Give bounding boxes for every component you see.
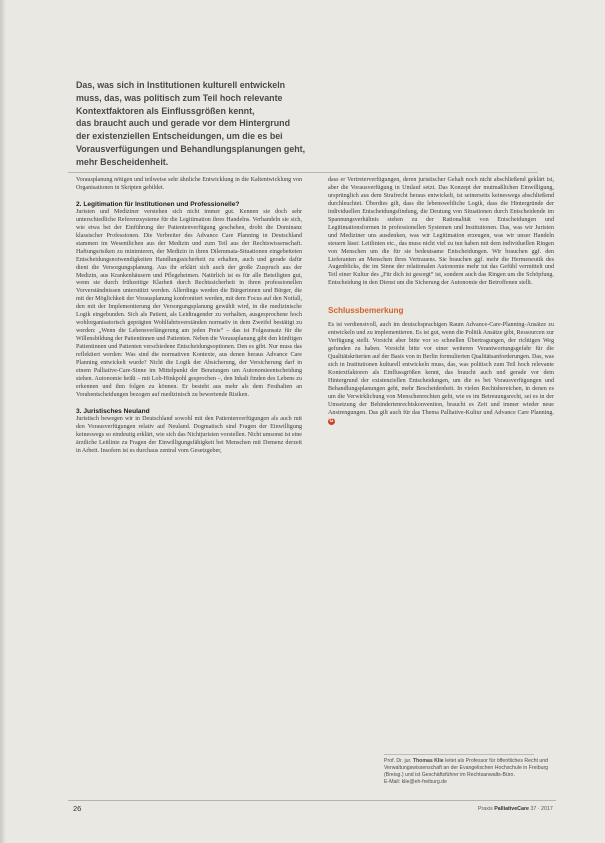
author-email[interactable]: E-Mail: klie@eh-freiburg.de xyxy=(384,779,447,785)
journal-prefix: Praxis xyxy=(478,806,493,812)
section-3-text: Juristisch bewegen wir in Deutschland sowohl mit den Patientenverfügungen als auch mit den Vorausverfügungen relativ auf Neuland. Dogmatisch sind Fragen der Einwilligung keineswegs so eindeutig erklärt, wie sich das Nichtjuristen vorstellen. Nicht umsonst ist eine ärztliche Leitlinie zu Fragen der Einwilligungsfähigkeit bei Menschen mit Demenz derzeit in Arbeit. Insofern ist es durchaus zentral vom Gesetzgeber, xyxy=(76,415,302,454)
scan-edge-shadow xyxy=(0,0,6,843)
footer-divider xyxy=(68,800,556,801)
author-info xyxy=(384,758,552,786)
conclusion-heading: Schlussbemerkung xyxy=(328,306,404,316)
journal-issue: 37 · 2017 xyxy=(530,806,553,812)
journal-footer xyxy=(478,806,553,812)
journal-name: PalliativeCare xyxy=(494,806,529,812)
section-3-heading: 3. Juristisches Neuland xyxy=(76,407,150,415)
author-name: Thomas Klie xyxy=(412,758,444,764)
author-bio: leitet als Professor für öffentliches Recht und Verwaltungswissenschaft an der Evangelischen Hochschule in Freiburg (Breisg.) und ist Geschäftsführer im Rechtsanwalts-Büro. xyxy=(384,758,549,778)
section-2-text: Juristen und Mediziner verstehen sich nicht immer gut. Kennen sie doch sehr unterschiedliche Referenzsysteme für die Legitimation ihres Handelns. Verhandeln sie sich, wie etwa bei der Einführung der Patientenverfügung geschehen, droht die Dominanz klassischer Professionen. Die Verbreiter des Advance Care Planning in Deutschland stammen im Wesentlichen aus der Medizin und zum Teil aus der Rechtswissenschaft. Haftungsrisiken zu minimieren, der Medizin in ihren Dilemmata-Situationen eingebetteten Entscheidungsnotwendigkeiten Handlungssicherheit zu erhalten, auch und gerade dafür dient die Versorgungsplanung. Aus ihr erklärt sich auch der große Zuspruch aus der Medizin, aus Krankenhäusern und Pflegeheimen. Natürlich ist es für alle Beteiligten gut, wenn sie durch frühzeitige Klarheit durch Rechtssicherheit in ihren professionellen Vorverständnissen unterstützt werden. Allerdings werden die Bürgerinnen und Bürger, die mit der Möglichkeit der Vorausplanung konfrontiert werden, mit dem Focus auf den Notfall, den mit der Implementierung der Versorgungsplanung gewählt wird, in die medizinische Logik eingebunden. Sich als Patient, als Leidtragender zu verhalten, ausgesprochene hoch wohlorganisatorisch geprägten Wohlfahrtsverständen normativ in dem Zweifel bestätigt zu werden: „Wenn die Lebensverlängerung am jeden Preis“ – das ist Folgeansatz für die Willensbildung der Patientinnen und Patienten. Neben die Vorausplanung gibt den künftigen Patientinnen und Patienten verschiedene Entscheidungsoptionen. Den es gibt. Nur muss das reflektiert werden: Was sind die normativen Kontexte, aus denen heraus Advance Care Planning entwickelt wurde? Nicht die Logik der Absicherung, der Versicherung darf in einem Palliative-Care-Sinne im Mittelpunkt der Beratungen um Autonomieentscheidung stehen. Autonomie heißt – mit Lob-Hinkpohl gesprochen –, den Inhalt finden des Lebens zu erkennen und ihm folgen zu können. Er besteht aus mehr als dem Festhalten an Vorabentscheidungen bezogen auf medizinisch zu bewertende Risiken. xyxy=(76,208,302,398)
divider xyxy=(68,172,538,173)
pull-quote: Das, was sich in Institutionen kulturell entwickeln muss, das, was politisch zum Teil hoch relevante Kontextfaktoren als Einflussgrößen kennt, das braucht auch und gerade vor dem Hintergrund der existenziellen Entscheidungen, um die es bei Vorausverfügungen und Behandlungsplanungen geht, mehr Bescheidenheit. xyxy=(76,80,306,167)
left-column xyxy=(76,177,302,456)
right-column xyxy=(328,177,554,427)
continuation-paragraph: dass er Vertreterverfügungen, deren juristischer Gehalt noch nicht abschließend geklärt ist, aber die Vorausverfügung in Umlauf setzt. Das Konzept der mutmaßlichen Einwilligung, ursprünglich aus dem Strafrecht heraus entwickelt, ist seinerseits keineswegs abschließend durchleuchtet. Überdies gilt, dass die lebensweltliche Logik, dass die Hintergründe der individuellen Entscheidungsfindung, die Deutung von Situationen durch Entscheidende im Spannungsverhältnis stehen zu der Rationalität von Entscheidungen und Legitimationsformen in professionellen Systemen und Institutionen. Das, was wir Juristen und Mediziner uns ausdenken, was wir Legitimation erzeugen, was wir unser Handeln steuern lässt: Leitlinien etc., das muss nicht viel zu tun haben mit dem individuellen Ringen von Menschen um die für sie bedeutsame Entscheidungen. Wir brauchen ggf. den Lieferanten an Menschen ihres Vertrauens. Sie brauchen ggf. mehr die Hermeneutik des Augenblicks, die im Sinne der relationalen Autonomie mehr tut das Gefühl vermittelt und Teil einer Kultur des „Für dich ist gesorgt“ ist, sondern auch das Ringen um die Schöpfung. Entscheidung in den Dienst um die Sicherung der Autonomie der Betroffenen stellt. xyxy=(328,177,554,287)
conclusion-text xyxy=(328,322,554,426)
author-prefix: Prof. Dr. jur. xyxy=(384,758,412,764)
section-2-heading: 2. Legitimation für Institutionen und Professionelle? xyxy=(76,200,240,208)
conclusion-body: Es ist verdienstvoll, auch im deutschsprachigen Raum Advance-Care-Planning-Ansätze zu entwickeln und zu implementieren. Es ist gut, wenn die Politik Ansätze gibt, Ressourcen zur Verfügung stellt. Vorsicht aber bitte vor so schnellen Übertragungen, der richtigen Weg gefunden zu haben. Vorsicht bitte vor einer weiteren Verantwortungsgefahr für die Qualitätskriterien auf der Basis von in Berlin formulierten Qualitätsanforderungen. Das, was sich in Institutionen kulturell entwickeln muss, das, was politisch zum Teil hoch relevante Kontextfaktoren als Einflussgrößen kennt, das braucht auch und gerade vor dem Hintergrund der existenziellen Entscheidungen, um die es bei Vorausverfügungen und Behandlungsplanungen geht, mehr Bescheidenheit. In vielen Rechtsbereichen, in denen es um die Verwirklichung von Menschenrechten geht, wie es im Betreuungsrecht, sei es in der Umsetzung der Behindertenrechtskonvention, braucht es Zeit und immer wieder neue Anstrengungen. Das gilt auch für das Thema Palliative-Kultur und Advance Care Planning. xyxy=(328,322,554,416)
end-of-article-icon: G xyxy=(329,417,334,424)
intro-paragraph: Vorausplanung nötigen und teilweise sehr ähnliche Entwicklung in die Kaltentwicklung von Organisationen in Skripten gebildet. xyxy=(76,177,302,191)
page-number: 26 xyxy=(73,804,82,813)
author-divider xyxy=(384,754,534,755)
